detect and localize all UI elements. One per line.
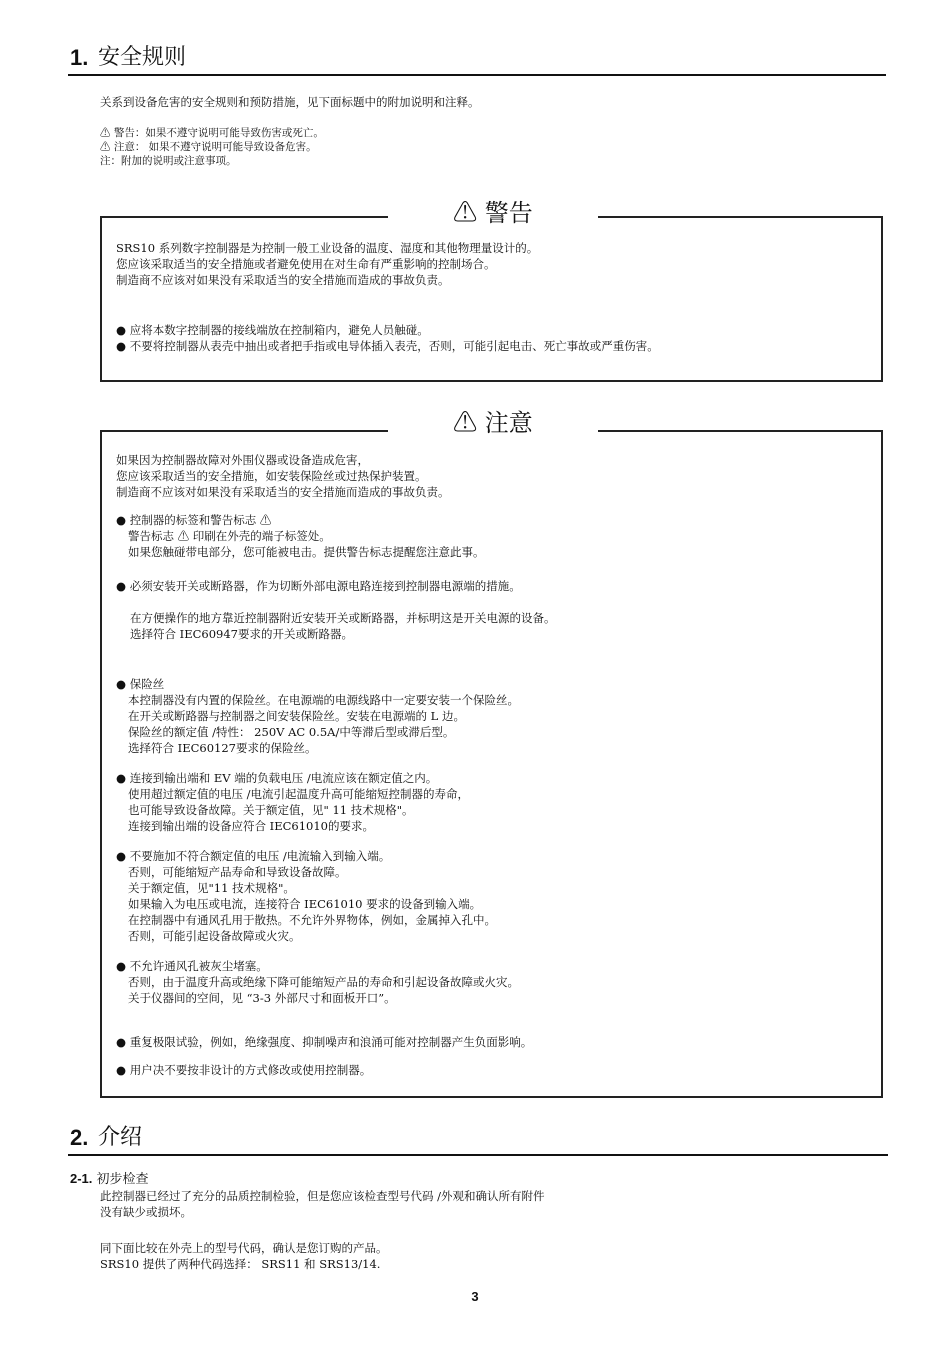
intro-text: 关系到设备危害的安全规则和预防措施，见下面标题中的附加说明和注释。: [100, 95, 480, 109]
caution-title: ⚠ 注意: [388, 408, 598, 438]
paragraph-line: 没有缺少或损坏。: [100, 1205, 192, 1219]
bullet-line: 也可能导致设备故障。关于额定值，见" 11 技术规格"。: [128, 803, 414, 817]
caution-bullet-7: [116, 1034, 532, 1050]
caution-bullet-2-body: [130, 610, 556, 642]
section-1-heading: [68, 44, 886, 76]
section-number: 2.: [70, 1125, 89, 1150]
section-2-heading: [68, 1124, 888, 1156]
warning-body: [116, 240, 538, 288]
section-title: 介绍: [98, 1125, 143, 1150]
bullet-line: 关于仪器间的空间，见 “3-3 外部尺寸和面板开口”。: [128, 991, 396, 1005]
section-title: 安全规则: [98, 45, 187, 70]
caution-intro-line: 您应该采取适当的安全措施，如安装保险丝或过热保护装置。: [116, 469, 427, 483]
sub21-paragraph-1: [100, 1188, 545, 1220]
warning-title: ⚠ 警告: [388, 198, 598, 228]
bullet-heading: ● 必须安装开关或断路器，作为切断外部电源电路连接到控制器电源端的措施。: [116, 578, 521, 594]
warning-bullet: ● 应将本数字控制器的接线端放在控制箱内，避免人员触碰。: [116, 322, 659, 338]
paragraph-line: SRS10 提供了两种代码选择： SRS11 和 SRS13/14.: [100, 1257, 381, 1271]
bullet-heading: ● 控制器的标签和警告标志 ⚠: [116, 512, 485, 528]
page-number: 3: [471, 1289, 479, 1304]
caution-intro-line: 如果因为控制器故障对外围仪器或设备造成危害，: [116, 453, 369, 467]
bullet-heading: ● 不要施加不符合额定值的电压 /电流输入到输入端。: [116, 848, 496, 864]
bullet-line: 保险丝的额定值 /特性： 250V AC 0.5A/中等滞后型或滞后型。: [128, 725, 455, 739]
subsection-2-1-heading: [70, 1170, 149, 1189]
caution-bullet-4: [116, 770, 469, 834]
legend-caution: ⚠ 注意： 如果不遵守说明可能导致设备危害。: [100, 141, 317, 153]
caution-bullet-6: [116, 958, 519, 1006]
bullet-line: 本控制器没有内置的保险丝。在电源端的电源线路中一定要安装一个保险丝。: [128, 693, 519, 707]
bullet-line: 否则，由于温度升高或绝缘下降可能缩短产品的寿命和引起设备故障或火灾。: [128, 975, 519, 989]
caution-intro-line: 制造商不应该对如果没有采取适当的安全措施而造成的事故负责。: [116, 485, 450, 499]
warning-bullets: [116, 322, 659, 354]
sub21-paragraph-2: [100, 1240, 388, 1272]
warning-line: 您应该采取适当的安全措施或者避免使用在对生命有严重影响的控制场合。: [116, 257, 496, 271]
caution-intro: [116, 452, 450, 500]
caution-bullet-1: [116, 512, 485, 560]
bullet-line: 选择符合 IEC60127要求的保险丝。: [128, 741, 317, 755]
legend: [100, 126, 324, 168]
warning-line: 制造商不应该对如果没有采取适当的安全措施而造成的事故负责。: [116, 273, 450, 287]
bullet-line: 连接到输出端的设备应符合 IEC61010的要求。: [128, 819, 374, 833]
paragraph-line: 此控制器已经过了充分的品质控制检验，但是您应该检查型号代码 /外观和确认所有附件: [100, 1189, 545, 1203]
bullet-line: 使用超过额定值的电压 /电流引起温度升高可能缩短控制器的寿命，: [128, 787, 470, 801]
caution-bullet-3: [116, 676, 519, 756]
caution-bullet-8: [116, 1062, 371, 1078]
bullet-heading: ● 保险丝: [116, 676, 519, 692]
subsection-number: 2-1.: [70, 1171, 93, 1186]
legend-note: 注：附加的说明或注意事项。: [100, 155, 237, 167]
warning-line: SRS10 系列数字控制器是为控制一般工业设备的温度、湿度和其他物理量设计的。: [116, 241, 539, 255]
bullet-line: 在方便操作的地方靠近控制器附近安装开关或断路器，并标明这是开关电源的设备。: [130, 611, 556, 625]
bullet-heading: ● 重复极限试验，例如，绝缘强度、抑制噪声和浪涌可能对控制器产生负面影响。: [116, 1034, 532, 1050]
bullet-heading: ● 不允许通风孔被灰尘堵塞。: [116, 958, 519, 974]
paragraph-line: 同下面比较在外壳上的型号代码，确认是您订购的产品。: [100, 1241, 388, 1255]
caution-bullet-2: [116, 578, 521, 594]
bullet-line: 选择符合 IEC60947要求的开关或断路器。: [130, 627, 353, 641]
subsection-title: 初步检查: [96, 1172, 149, 1187]
bullet-line: 如果输入为电压或电流，连接符合 IEC61010 要求的设备到输入端。: [128, 897, 482, 911]
bullet-heading: ● 连接到输出端和 EV 端的负载电压 /电流应该在额定值之内。: [116, 770, 469, 786]
bullet-line: 警告标志 ⚠ 印刷在外壳的端子标签处。: [128, 529, 331, 543]
bullet-line: 在开关或断路器与控制器之间安装保险丝。安装在电源端的 L 边。: [128, 709, 465, 723]
caution-bullet-5: [116, 848, 496, 944]
legend-warning: ⚠ 警告：如果不遵守说明可能导致伤害或死亡。: [100, 127, 324, 139]
bullet-line: 否则，可能缩短产品寿命和导致设备故障。: [128, 865, 347, 879]
bullet-line: 在控制器中有通风孔用于散热。不允许外界物体，例如，金属掉入孔中。: [128, 913, 496, 927]
bullet-line: 否则，可能引起设备故障或火灾。: [128, 929, 301, 943]
bullet-heading: ● 用户决不要按非设计的方式修改或使用控制器。: [116, 1062, 371, 1078]
bullet-line: 如果您触碰带电部分，您可能被电击。提供警告标志提醒您注意此事。: [128, 545, 485, 559]
section-number: 1.: [70, 45, 89, 70]
bullet-line: 关于额定值，见"11 技术规格"。: [128, 881, 295, 895]
warning-bullet: ● 不要将控制器从表壳中抽出或者把手指或电导体插入表壳，否则，可能引起电击、死亡事故或严重伤害。: [116, 338, 659, 354]
